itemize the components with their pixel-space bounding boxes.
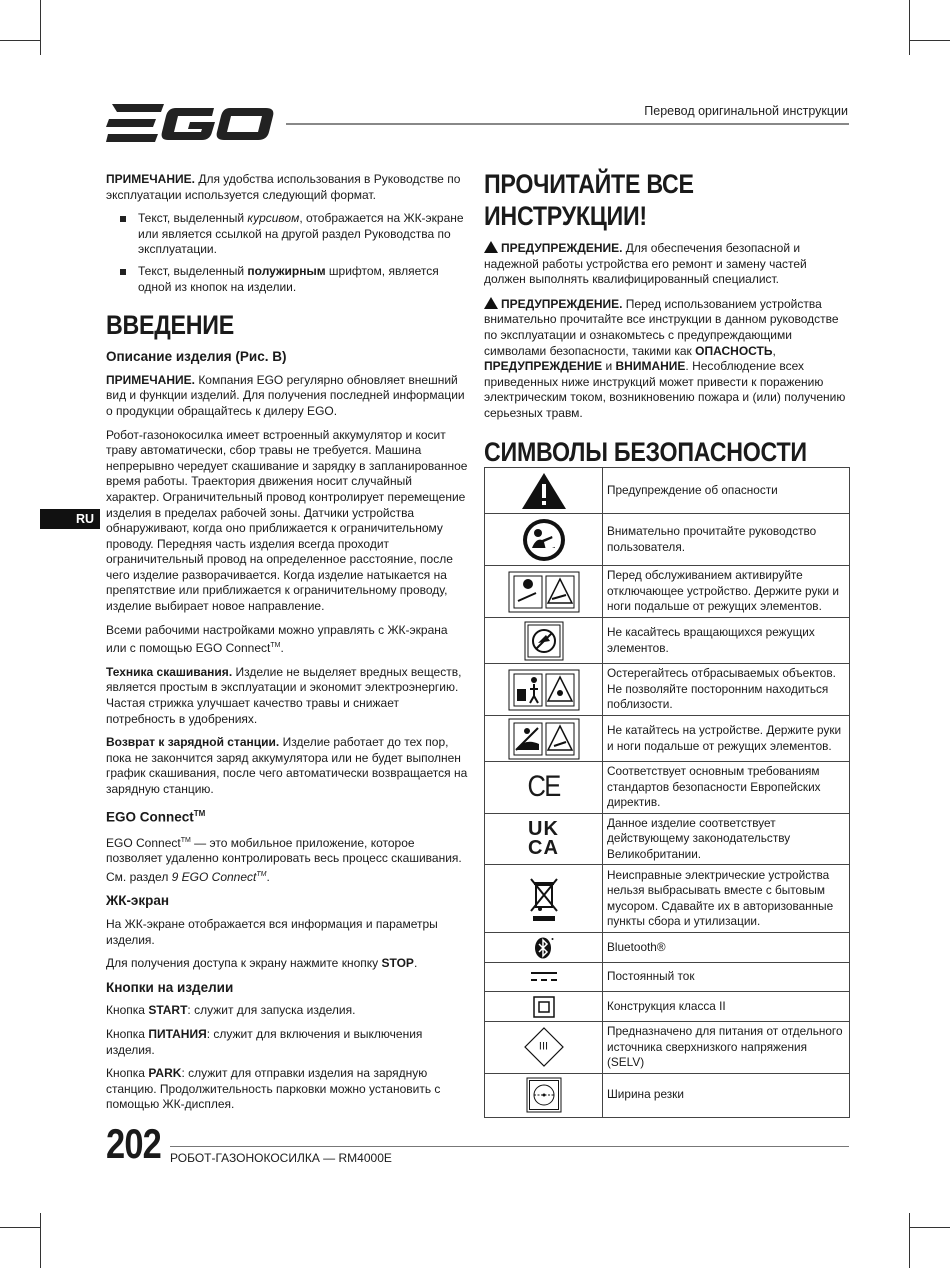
language-tab: RU (40, 509, 100, 529)
safety-symbols-table (484, 467, 850, 1118)
ukca-line: UK (528, 817, 559, 840)
crop-mark (40, 0, 41, 55)
table-row (485, 933, 850, 963)
crop-mark (910, 1227, 950, 1228)
table-row (485, 963, 850, 992)
ego-connect-paragraph: EGO Connect™ — это мобильное приложение, которое позволяет удаленно контролировать весь процесс скашивания. См. раздел 9 EGO Connect™. (106, 835, 462, 884)
symbol-description: Остерегайтесь отбрасываемых объектов. Не позволяйте посторонним находиться поблизости. (603, 664, 850, 716)
symbol-description: Постоянный ток (603, 963, 850, 992)
crop-mark (909, 0, 910, 55)
symbol-description: Конструкция класса II (603, 992, 850, 1022)
left-column (106, 172, 468, 1121)
table-row (485, 514, 850, 566)
settings-paragraph: Всеми рабочими настройками можно управлять с ЖК-экрана или с помощью EGO Connect™. (106, 622, 448, 656)
read-instructions-heading: ПРОЧИТАЙТЕ ВСЕ (484, 169, 694, 199)
symbol-description: Данное изделие соответствует действующему законодательству Великобритании. (603, 813, 850, 865)
no-touch-blades-icon (524, 621, 564, 661)
symbol-description: Соответствует основным требованиям стандартов безопасности Европейских директив. (603, 762, 850, 814)
ukca-line: CA (528, 836, 559, 859)
product-buttons-heading: Кнопки на изделии (106, 979, 234, 995)
thrown-objects-icon (508, 669, 580, 711)
read-instructions-heading-line2: ИНСТРУКЦИИ! (484, 201, 647, 231)
crop-mark (0, 40, 40, 41)
disable-before-service-icon (508, 571, 580, 613)
safety-symbols-heading: СИМВОЛЫ БЕЗОПАСНОСТИ (484, 436, 807, 467)
list-item: Текст, выделенный полужирным шрифтом, является одной из кнопок на изделии. (106, 264, 468, 295)
symbol-description: Перед обслуживанием активируйте отключающее устройство. Держите руки и ноги подальше от режущих элементов. (603, 566, 850, 618)
power-button-description: Кнопка ПИТАНИЯ: служит для включения и выключения изделия. (106, 1027, 423, 1057)
symbol-description: Предназначено для питания от отдельного источника сверхнизкого напряжения (SELV) (603, 1022, 850, 1074)
symbol-description: Неисправные электрические устройства нельзя выбрасывать вместе с бытовым мусором. Сдавайте их в авторизованные пункты сбора и утилизации. (603, 865, 850, 933)
hazard-warning-icon (521, 472, 567, 510)
symbol-description: Не катайтесь на устройстве. Держите руки и ноги подальше от режущих элементов. (603, 716, 850, 762)
symbol-description: Не касайтесь вращающихся режущих элементов. (603, 618, 850, 664)
description-heading: Описание изделия (Рис. B) (106, 349, 287, 365)
warning-icon (484, 241, 498, 253)
no-riding-icon (508, 718, 580, 760)
table-row (485, 813, 850, 865)
weee-bin-icon (529, 875, 559, 923)
warning-icon (484, 297, 498, 309)
header-title: Перевод оригинальной инструкции (644, 104, 848, 118)
crop-mark (40, 1213, 41, 1268)
ego-connect-heading: EGO Connect™ (106, 808, 206, 825)
ukca-mark-icon (485, 813, 603, 865)
lcd-access-paragraph: Для получения доступа к экрану нажмите кнопку STOP. (106, 956, 418, 971)
intro-heading: ВВЕДЕНИЕ (106, 310, 234, 341)
selv-text: III (538, 1040, 549, 1053)
page-number: 202 (106, 1120, 162, 1167)
format-bullets (106, 211, 468, 295)
class-ii-icon (533, 996, 555, 1018)
mowing-technique-paragraph: Техника скашивания. Изделие не выделяет вредных веществ, является простым в эксплуатации и экономит электроэнергию. Частая стрижка улучшает качество травы и снижает потребность в удобрениях. (106, 664, 462, 726)
table-row (485, 1022, 850, 1074)
table-row (485, 762, 850, 814)
symbol-description: Ширина резки (603, 1073, 850, 1117)
footer-title: РОБОТ-ГАЗОНОКОСИЛКА — RM4000E (170, 1151, 392, 1165)
footer-rule (170, 1146, 849, 1147)
crop-mark (909, 1213, 910, 1268)
table-row (485, 618, 850, 664)
return-to-station-paragraph: Возврат к зарядной станции. Изделие работает до тех пор, пока не закончится заряд аккумулятора или не будет выполнен график скашивания, после чего автоматически возвращается на зарядную станцию. (106, 735, 468, 796)
table-row (485, 716, 850, 762)
header-rule (286, 123, 849, 125)
ce-mark-icon: CE (527, 770, 560, 804)
warning-paragraph: ПРЕДУПРЕЖДЕНИЕ. Для обеспечения безопасной и надежной работы устройства его ремонт и замену частей должен выполнять квалифицированный специалист. (484, 241, 807, 287)
read-manual-icon (522, 518, 566, 562)
symbol-description: Bluetooth® (603, 933, 850, 963)
lcd-paragraph: На ЖК-экране отображается вся информация и параметры изделия. (106, 917, 438, 947)
direct-current-icon (531, 971, 557, 983)
warning-paragraph: ПРЕДУПРЕЖДЕНИЕ. Перед использованием устройства внимательно прочитайте все инструкции в данном руководстве по эксплуатации и ознакомьтесь с предупреждающими символами безопасности, такими как ОПАСНОСТЬ, ПРЕДУПРЕЖДЕНИЕ и ВНИМАНИЕ. Несоблюдение всех приведенных ниже инструкций может привести к поражению электрическим током, возникновению пожара и (или) получению серьезных травм. (484, 296, 846, 420)
bluetooth-icon (534, 937, 554, 959)
table-row (485, 468, 850, 514)
table-row (485, 664, 850, 716)
description-paragraph: Робот-газонокосилка имеет встроенный аккумулятор и косит траву автоматически, сбор травы не требуется. Машина непрерывно чередует скашивание и зарядку в запланированное время работы. Траектория движения носит случайный характер. Ограничительный провод контролирует перемещение изделия в пределах рабочей зоны. Датчики устройства обнаруживают, когда оно приближается к ограничительному проводу. Передняя часть изделия всегда проходит ограничительный провод на определенное расстояние, после чего изделие разворачивается. Когда изделие натыкается на препятствие или приближается к ограничительному проводу, изделие выбирает новое направление. (106, 427, 468, 614)
crop-mark (0, 1227, 40, 1228)
symbol-description: Предупреждение об опасности (603, 468, 850, 514)
ego-logo (106, 104, 276, 142)
right-column (484, 168, 850, 468)
crop-mark (910, 40, 950, 41)
symbol-description: Внимательно прочитайте руководство пользователя. (603, 514, 850, 566)
table-row (485, 566, 850, 618)
table-row (485, 992, 850, 1022)
table-row (485, 1073, 850, 1117)
table-row (485, 865, 850, 933)
cutting-width-icon (526, 1077, 562, 1113)
park-button-description: Кнопка PARK: служит для отправки изделия на зарядную станцию. Продолжительность парковки можно установить с помощью ЖК-дисплея. (106, 1066, 441, 1112)
list-item: Текст, выделенный курсивом, отображается на ЖК-экране или является ссылкой на другой раздел Руководства по эксплуатации. (106, 211, 468, 258)
note-paragraph: ПРИМЕЧАНИЕ. Компания EGO регулярно обновляет внешний вид и функции изделий. Для получения последней информации о продукции обращайтесь к дилеру EGO. (106, 372, 465, 418)
format-note: ПРИМЕЧАНИЕ. Для удобства использования в Руководстве по эксплуатации используется следующий формат. (106, 172, 461, 202)
lcd-heading: ЖК-экран (106, 893, 170, 909)
start-button-description: Кнопка START: служит для запуска изделия. (106, 1003, 356, 1018)
